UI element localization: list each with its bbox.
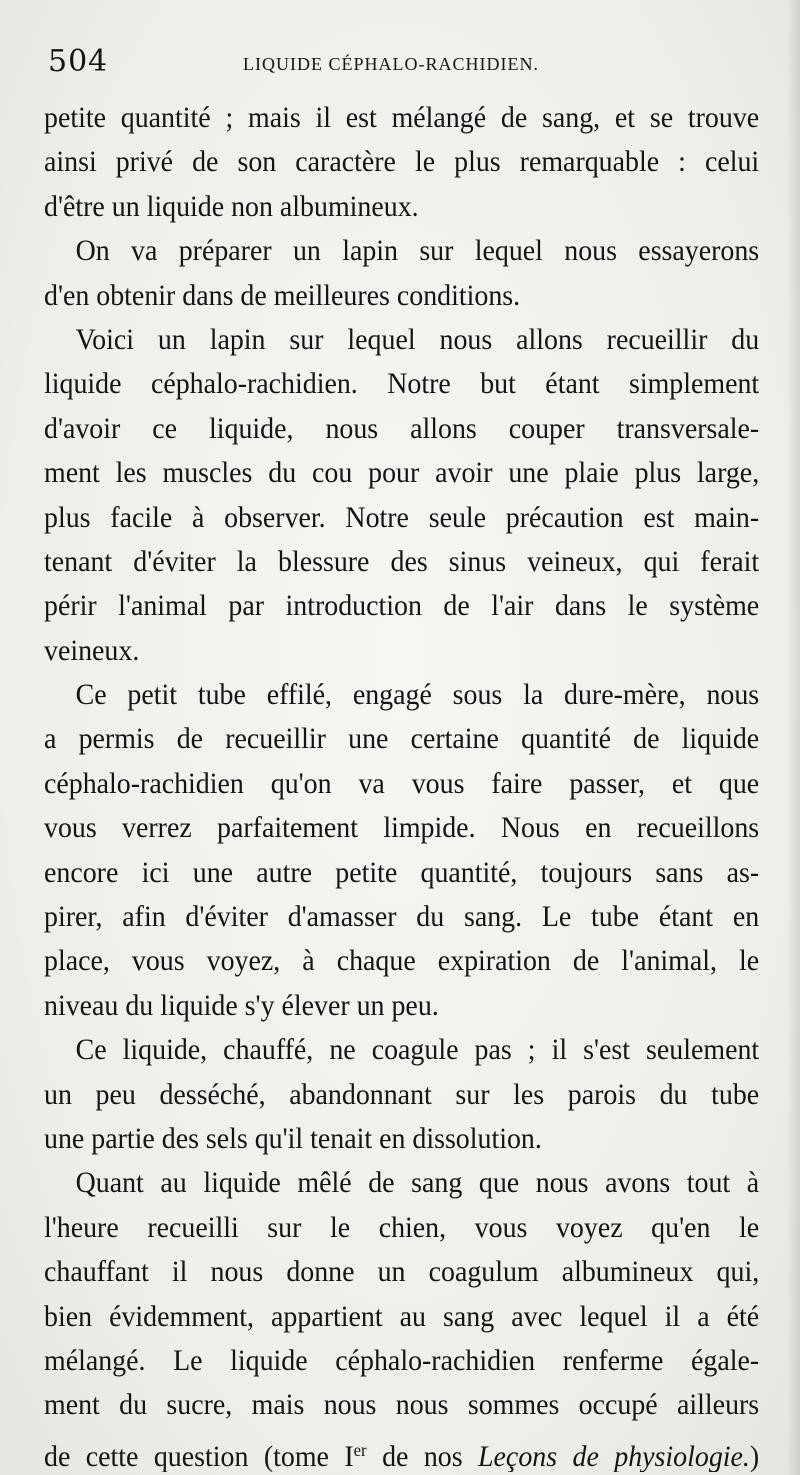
- text-line: Ce petit tube effilé, engagé sous la dure-mère, nous: [75, 678, 760, 712]
- text-line: d'en obtenir dans de meilleures conditions.: [44, 278, 521, 312]
- text-line: petite quantité ; mais il est mélangé de sang, et se trouve: [44, 101, 760, 134]
- text-line: veineux.: [44, 633, 140, 667]
- final-line-middle: de nos: [366, 1439, 479, 1473]
- running-title: LIQUIDE CÉPHALO-RACHIDIEN.: [243, 54, 539, 74]
- text-line: mélangé. Le liquide céphalo-rachidien renferme égale-: [44, 1343, 760, 1377]
- text-line: Ce liquide, chauffé, ne coagule pas ; il s'est seulement: [75, 1033, 760, 1067]
- text-line: ment les muscles du cou pour avoir une plaie plus large,: [44, 456, 760, 490]
- text-line: ainsi privé de son caractère le plus remarquable : celui: [44, 145, 760, 179]
- text-line: d'être un liquide non albumineux.: [44, 189, 419, 223]
- text-line: encore ici une autre petite quantité, toujours sans as-: [44, 855, 760, 889]
- paragraph: [44, 673, 759, 1028]
- text-line: céphalo-rachidien qu'on va vous faire passer, et que: [44, 766, 760, 800]
- text-line: Voici un lapin sur lequel nous allons recueillir du: [75, 322, 760, 356]
- text-line: ment du sucre, mais nous nous sommes occupé ailleurs: [44, 1388, 760, 1422]
- text-line: périr l'animal par introduction de l'air dans le système: [44, 589, 760, 623]
- text-line: une partie des sels qu'il tenait en dissolution.: [44, 1121, 542, 1155]
- page-edge-shadow: [786, 0, 800, 1475]
- text-line: tenant d'éviter la blessure des sinus veineux, qui ferait: [44, 544, 760, 578]
- paragraph: [44, 1028, 759, 1161]
- text-line: d'avoir ce liquide, nous allons couper transversale-: [44, 411, 760, 445]
- final-line-before: de cette question (tome I: [44, 1439, 354, 1473]
- text-line: l'heure recueilli sur le chien, vous voyez qu'en le: [44, 1210, 760, 1244]
- final-text-line: [44, 1428, 759, 1472]
- book-title-italic: Leçons de physiologie.: [478, 1439, 750, 1473]
- text-line: vous verrez parfaitement limpide. Nous en recueillons: [44, 811, 760, 845]
- text-line: un peu desséché, abandonnant sur les parois du tube: [44, 1077, 760, 1111]
- text-line: pirer, afin d'éviter d'amasser du sang. Le tube étant en: [44, 900, 760, 934]
- paragraph: [44, 229, 759, 318]
- page-number: 504: [48, 44, 109, 79]
- page-header: [0, 44, 800, 84]
- text-line: a permis de recueillir une certaine quantité de liquide: [44, 722, 760, 756]
- text-line: Quant au liquide mêlé de sang que nous avons tout à: [75, 1166, 760, 1200]
- text-line: bien évidemment, appartient au sang avec lequel il a été: [44, 1299, 760, 1333]
- paragraph: [44, 96, 759, 229]
- text-line: chauffant il nous donne un coagulum albumineux qui,: [44, 1255, 760, 1289]
- final-line-after: ): [749, 1439, 760, 1473]
- text-line: plus facile à observer. Notre seule précaution est main-: [44, 500, 760, 534]
- text-line: niveau du liquide s'y élever un peu.: [44, 988, 439, 1022]
- paragraph: [44, 1161, 759, 1472]
- paragraph: [44, 318, 759, 673]
- superscript-er: er: [353, 1439, 367, 1460]
- text-line: liquide céphalo-rachidien. Notre but étant simplement: [44, 367, 760, 401]
- body-text: [44, 96, 759, 1472]
- text-line: place, vous voyez, à chaque expiration de l'animal, le: [44, 944, 760, 978]
- text-line: On va préparer un lapin sur lequel nous essayerons: [75, 234, 760, 268]
